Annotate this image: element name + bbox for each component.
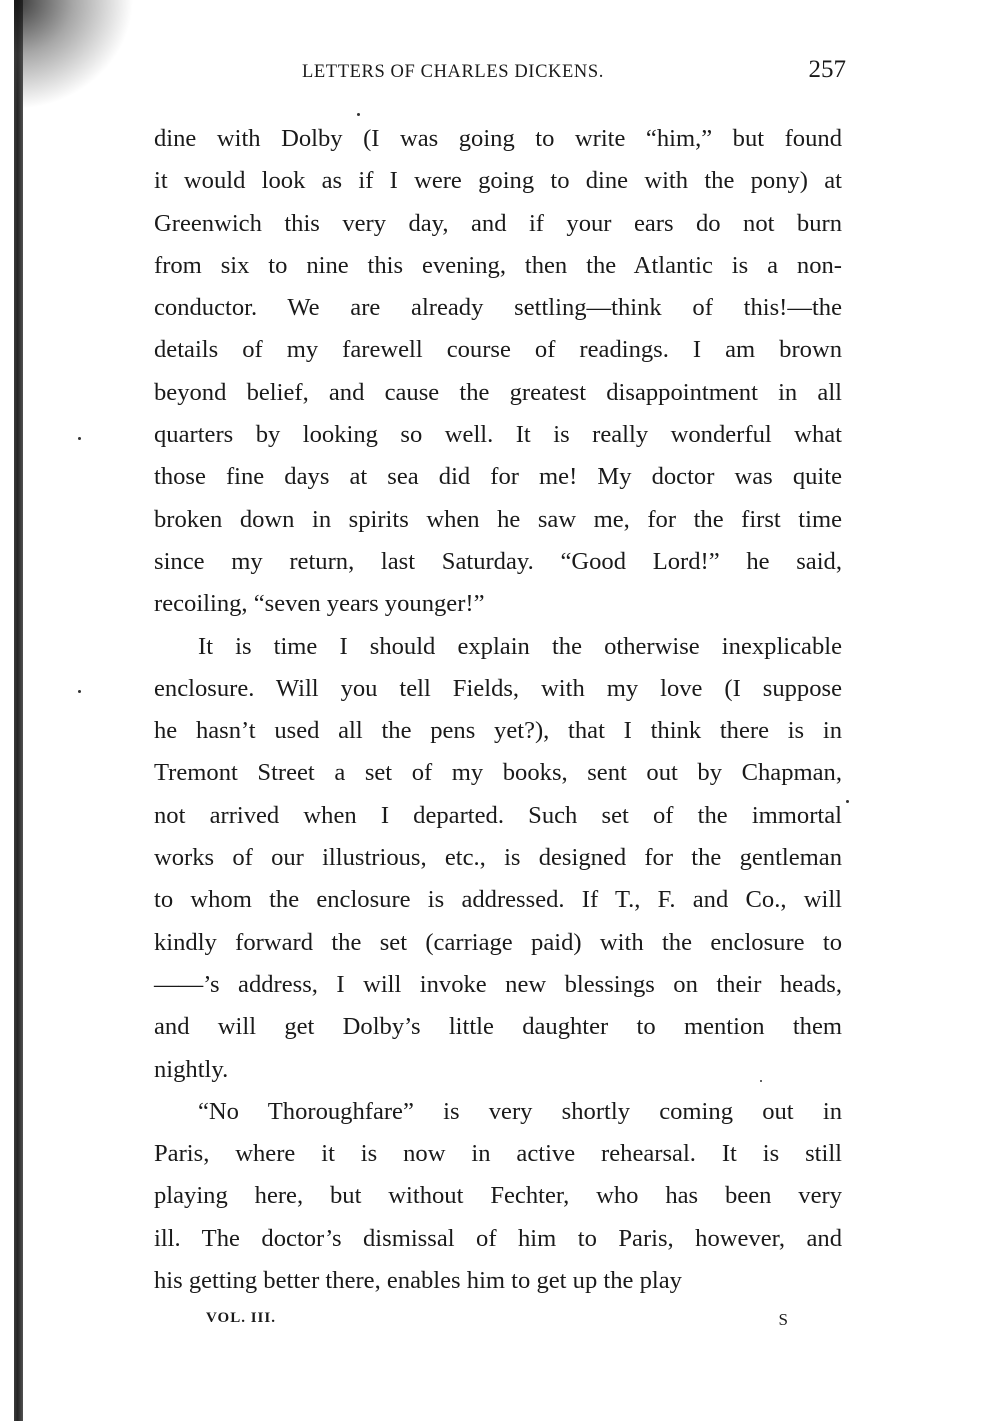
text-line: Paris, where it is now in active rehearsal. It is still — [154, 1140, 842, 1168]
text-line: It is time I should explain the otherwise inexplicable — [198, 632, 842, 660]
text-line: since my return, last Saturday. “Good Lord!” he said, — [154, 547, 842, 575]
text-line: playing here, but without Fechter, who has been very — [154, 1182, 842, 1210]
speck — [357, 113, 360, 116]
speck — [78, 437, 81, 440]
page-header — [152, 56, 846, 90]
volume-signature: VOL. III. — [206, 1310, 276, 1326]
text-line: beyond belief, and cause the greatest disappointment in all — [154, 378, 842, 406]
body-text — [154, 118, 842, 1302]
running-head: LETTERS OF CHARLES DICKENS. — [302, 62, 604, 82]
text-line: details of my farewell course of readings. I am brown — [154, 336, 842, 364]
text-line: “No Thoroughfare” is very shortly coming out in — [198, 1097, 842, 1125]
text-line: it would look as if I were going to dine with the pony) at — [154, 167, 842, 195]
text-line: his getting better there, enables him to get up the play — [154, 1267, 682, 1295]
text-line: nightly. — [154, 1055, 229, 1083]
scan-blot — [14, 0, 134, 110]
speck — [760, 1080, 762, 1082]
text-line: and will get Dolby’s little daughter to mention them — [154, 1013, 842, 1041]
text-line: Greenwich this very day, and if your ears do not burn — [154, 209, 842, 237]
text-line: recoiling, “seven years younger!” — [154, 590, 485, 618]
paragraph — [154, 1091, 842, 1302]
paragraph — [154, 626, 842, 1091]
page-number: 257 — [808, 56, 846, 83]
text-line: broken down in spirits when he saw me, for the first time — [154, 505, 842, 533]
paragraph — [154, 118, 842, 626]
text-line: works of our illustrious, etc., is designed for the gentleman — [154, 844, 842, 872]
speck — [78, 690, 81, 693]
text-line: to whom the enclosure is addressed. If T., F. and Co., will — [154, 886, 842, 914]
binding-edge — [14, 0, 23, 1421]
speck — [846, 800, 849, 803]
text-line: conductor. We are already settling—think of this!—the — [154, 294, 842, 322]
text-line: Tremont Street a set of my books, sent out by Chapman, — [154, 759, 842, 787]
text-line: kindly forward the set (carriage paid) with the enclosure to — [154, 928, 842, 956]
text-line: not arrived when I departed. Such set of the immortal — [154, 801, 842, 829]
text-line: quarters by looking so well. It is really wonderful what — [154, 421, 842, 449]
text-line: ill. The doctor’s dismissal of him to Paris, however, and — [154, 1224, 842, 1252]
text-line: he hasn’t used all the pens yet?), that I think there is in — [154, 717, 842, 745]
signature-mark: S — [778, 1310, 788, 1329]
page-footer — [206, 1310, 806, 1338]
text-line: enclosure. Will you tell Fields, with my love (I suppose — [154, 674, 842, 702]
text-line: from six to nine this evening, then the Atlantic is a non- — [154, 251, 842, 279]
text-line: ——’s address, I will invoke new blessings on their heads, — [154, 970, 842, 998]
text-line: those fine days at sea did for me! My doctor was quite — [154, 463, 842, 491]
text-line: dine with Dolby (I was going to write “him,” but found — [154, 125, 842, 152]
